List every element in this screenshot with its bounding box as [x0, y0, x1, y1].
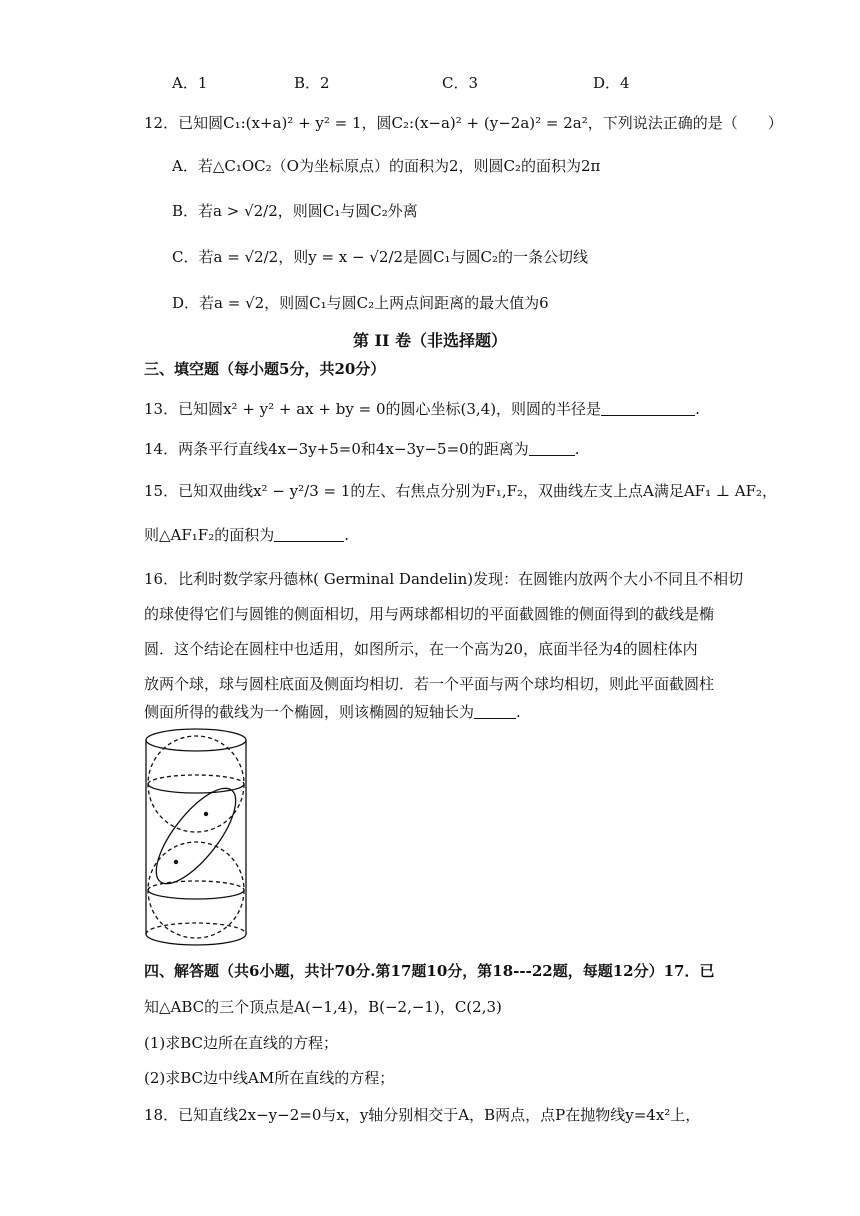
q13 [144, 398, 700, 420]
cut-ellipse [143, 777, 249, 895]
q16-text: 侧面所得的截线为一个椭圆，则该椭圆的短轴长为 [144, 703, 475, 721]
upper-sphere-equator-back [148, 775, 244, 784]
cylinder-top-ellipse [146, 729, 246, 751]
q14-text: 14．两条平行直线4x−3y+5=0和4x−3y−5=0的距离为 [144, 440, 529, 458]
section4-line2: 知△ABC的三个顶点是A(−1,4)，B(−2,−1)，C(2,3) [144, 998, 502, 1016]
q11-option-a: A．1 [172, 74, 208, 92]
q11-option-d: D．4 [593, 74, 630, 92]
q15-line2 [144, 524, 349, 546]
q14-answer-blank [529, 439, 575, 456]
q12-option-c: C．若a = √2/2，则y = x − √2/2是圆C₁与圆C₂的一条公切线 [172, 248, 589, 266]
cylinder-bottom-front [146, 934, 246, 945]
q16-answer-blank [474, 702, 516, 719]
q15-answer-blank [274, 525, 344, 542]
q16-line5 [144, 701, 521, 723]
q15-text: 则△AF₁F₂的面积为 [144, 526, 275, 544]
q18-stem: 18．已知直线2x−y−2=0与x，y轴分别相交于A，B两点，点P在抛物线y=4x²上， [144, 1106, 701, 1124]
focus-point-upper [204, 812, 208, 816]
q12-stem: 12．已知圆C₁:(x+a)² + y² = 1，圆C₂:(x−a)² + (y−2a)² = 2a²，下列说法正确的是（ ） [144, 114, 783, 132]
q17-part2: (2)求BC边中线AM所在直线的方程； [144, 1069, 395, 1087]
lower-sphere-equator-front [148, 890, 244, 899]
focus-point-lower [174, 860, 178, 864]
q13-text: 13．已知圆x² + y² + ax + by = 0的圆心坐标(3,4)，则圆的半径是 [144, 400, 602, 418]
q12-option-a: A．若△C₁OC₂（O为坐标原点）的面积为2，则圆C₂的面积为2π [172, 157, 601, 175]
q13-answer-blank [601, 399, 695, 416]
section3-title: 三、填空题（每小题5分，共20分） [144, 360, 386, 378]
q16-line2: 的球使得它们与圆锥的侧面相切，用与两球都相切的平面截圆锥的侧面得到的截线是椭 [144, 605, 715, 623]
q14-end: . [574, 440, 580, 458]
q15-line1: 15．已知双曲线x² − y²/3 = 1的左、右焦点分别为F₁,F₂，双曲线左支上点A满足AF₁ ⊥ AF₂， [144, 482, 777, 500]
q16-line4: 放两个球，球与圆柱底面及侧面均相切．若一个平面与两个球均相切，则此平面截圆柱 [144, 675, 715, 693]
cylinder-bottom-back [146, 923, 246, 934]
q13-end: . [695, 400, 700, 418]
q17-part1: (1)求BC边所在直线的方程； [144, 1034, 339, 1052]
section4-line1: 四、解答题（共6小题，共计70分.第17题10分，第18---22题，每题12分）17．已 [144, 962, 715, 980]
q11-option-b: B．2 [294, 74, 330, 92]
q16-end: . [516, 703, 521, 721]
q16-line1: 16．比利时数学家丹德林( Germinal Dandelin)发现：在圆锥内放两个大小不同且不相切 [144, 570, 744, 588]
cylinder-spheres-figure [140, 724, 252, 952]
q12-option-b: B．若a > √2/2，则圆C₁与圆C₂外离 [172, 202, 418, 220]
q12-option-d: D．若a = √2，则圆C₁与圆C₂上两点间距离的最大值为6 [172, 294, 549, 312]
q16-line3: 圆．这个结论在圆柱中也适用，如图所示，在一个高为20，底面半径为4的圆柱体内 [144, 640, 698, 658]
q14 [144, 438, 580, 460]
part2-title: 第 II 卷（非选择题） [352, 331, 508, 350]
q11-options [172, 72, 692, 94]
q11-option-c: C．3 [442, 74, 479, 92]
q15-end: . [344, 526, 349, 544]
